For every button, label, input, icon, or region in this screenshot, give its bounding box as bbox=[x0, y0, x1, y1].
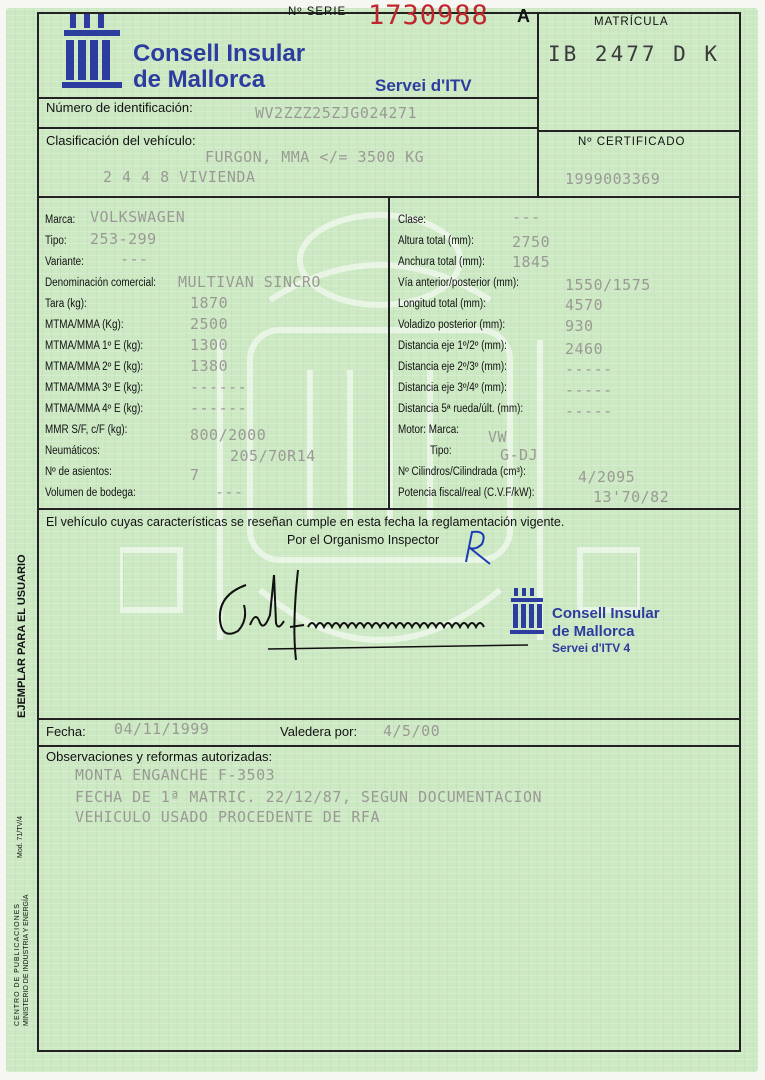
field-label: Neumáticos: bbox=[45, 445, 100, 457]
field-label: MTMA/MMA 1º E (kg): bbox=[45, 340, 144, 352]
field-label: Tipo: bbox=[430, 445, 452, 457]
field-value: 1550/1575 bbox=[565, 276, 651, 294]
matricula-value: IB 2477 D K bbox=[548, 42, 721, 66]
field-value: 4/2095 bbox=[578, 468, 636, 486]
valedera-label: Valedera por: bbox=[280, 724, 358, 739]
fecha-value: 04/11/1999 bbox=[114, 720, 210, 738]
field-value: --- bbox=[215, 483, 244, 501]
inspector-label: Por el Organismo Inspector bbox=[287, 533, 440, 547]
observaciones-label: Observaciones y reformas autorizadas: bbox=[46, 749, 273, 764]
field-value: 7 bbox=[190, 466, 200, 484]
clasificacion-label: Clasificación del vehículo: bbox=[46, 133, 196, 148]
field-value: VOLKSWAGEN bbox=[90, 208, 186, 226]
org-name-line1: Consell Insular bbox=[133, 40, 306, 67]
stamp-line1: Consell Insular bbox=[552, 605, 660, 622]
field-label: Altura total (mm): bbox=[398, 235, 474, 247]
field-value: 930 bbox=[565, 317, 594, 335]
ministerio-text: MINISTERIO DE INDUSTRIA Y ENERGÍA bbox=[23, 894, 30, 1026]
field-label: MTMA/MMA 2º E (kg): bbox=[45, 361, 144, 373]
field-label: Distancia 5ª rueda/últ. (mm): bbox=[398, 403, 524, 415]
stamp-line3: Servei d'ITV 4 bbox=[552, 641, 631, 655]
field-value: --- bbox=[120, 250, 149, 268]
signature-icon bbox=[208, 565, 538, 675]
field-label: Volumen de bodega: bbox=[45, 487, 136, 499]
identificacion-value: WV2ZZZ25ZJG024271 bbox=[255, 104, 418, 122]
field-label: Nº de asientos: bbox=[45, 466, 112, 478]
field-value: 2460 bbox=[565, 340, 604, 358]
certificado-value: 1999003369 bbox=[565, 170, 661, 188]
compliance-statement: El vehículo cuyas características se reseñan cumple en esta fecha la reglamentación vigente. bbox=[46, 515, 565, 529]
serie-label: Nº SERIE bbox=[288, 6, 347, 18]
field-label: Motor: Marca: bbox=[398, 424, 460, 436]
ejemplar-text: EJEMPLAR PARA EL USUARIO bbox=[16, 554, 28, 718]
field-value: 253-299 bbox=[90, 230, 157, 248]
field-label: MTMA/MMA 4º E (kg): bbox=[45, 403, 144, 415]
field-value: G-DJ bbox=[500, 446, 539, 464]
field-label: Potencia fiscal/real (C.V.F/kW): bbox=[398, 487, 535, 499]
field-label: Voladizo posterior (mm): bbox=[398, 319, 506, 331]
field-value: 1300 bbox=[190, 336, 229, 354]
field-label: Clase: bbox=[398, 214, 427, 226]
clasificacion-line2: 2 4 4 8 VIVIENDA bbox=[103, 168, 256, 186]
clasificacion-line1: FURGON, MMA </= 3500 KG bbox=[205, 148, 425, 166]
field-value: 800/2000 bbox=[190, 426, 267, 444]
field-label: Distancia eje 2º/3º (mm): bbox=[398, 361, 507, 373]
field-value: VW bbox=[488, 428, 508, 446]
field-label: Tipo: bbox=[45, 235, 67, 247]
field-value: 205/70R14 bbox=[230, 447, 316, 465]
field-value: 13'70/82 bbox=[593, 488, 670, 506]
stamp-line2: de Mallorca bbox=[552, 623, 635, 640]
valedera-value: 4/5/00 bbox=[383, 722, 441, 740]
serie-suffix: A bbox=[517, 6, 530, 26]
field-value: ----- bbox=[565, 402, 613, 420]
field-label: Distancia eje 3º/4º (mm): bbox=[398, 382, 507, 394]
field-label: Distancia eje 1º/2º (mm): bbox=[398, 340, 507, 352]
inspector-initial-mark-icon bbox=[460, 528, 500, 568]
field-label: MMR S/F, c/F (kg): bbox=[45, 424, 128, 436]
field-value: ----- bbox=[565, 360, 613, 378]
stamp-logo-icon bbox=[510, 588, 546, 634]
matricula-label: MATRÍCULA bbox=[594, 16, 669, 28]
field-value: ------ bbox=[190, 399, 248, 417]
field-value: MULTIVAN SINCRO bbox=[178, 273, 321, 291]
service-name: Servei d'ITV bbox=[375, 76, 472, 95]
field-label: Anchura total (mm): bbox=[398, 256, 485, 268]
field-label: Nº Cilindros/Cilindrada (cm³): bbox=[398, 466, 526, 478]
field-value: 1845 bbox=[512, 253, 551, 271]
field-value: --- bbox=[512, 208, 541, 226]
field-label: Marca: bbox=[45, 214, 76, 226]
field-value: 1870 bbox=[190, 294, 229, 312]
field-value: 1380 bbox=[190, 357, 229, 375]
field-value: ------ bbox=[190, 378, 248, 396]
field-label: MTMA/MMA (Kg): bbox=[45, 319, 124, 331]
centro-text: CENTRO DE PUBLICACIONES bbox=[14, 903, 21, 1026]
field-label: Tara (kg): bbox=[45, 298, 87, 310]
consell-insular-logo-icon bbox=[62, 14, 126, 90]
org-name-line2: de Mallorca bbox=[133, 66, 266, 93]
serie-number: 1730988 bbox=[368, 0, 489, 31]
certificado-label: Nº CERTIFICADO bbox=[578, 136, 686, 148]
field-label: Longitud total (mm): bbox=[398, 298, 486, 310]
observacion-line: MONTA ENGANCHE F-3503 bbox=[75, 766, 276, 784]
field-label: MTMA/MMA 3º E (kg): bbox=[45, 382, 144, 394]
fecha-label: Fecha: bbox=[46, 724, 86, 739]
field-value: 2750 bbox=[512, 233, 551, 251]
field-value: ----- bbox=[565, 381, 613, 399]
identificacion-label: Número de identificación: bbox=[46, 100, 193, 115]
field-value: 4570 bbox=[565, 296, 604, 314]
field-label: Variante: bbox=[45, 256, 84, 268]
observacion-line: VEHICULO USADO PROCEDENTE DE RFA bbox=[75, 808, 380, 826]
field-label: Vía anterior/posterior (mm): bbox=[398, 277, 519, 289]
field-label: Denominación comercial: bbox=[45, 277, 157, 289]
observacion-line: FECHA DE 1ª MATRIC. 22/12/87, SEGUN DOCUMENTACION bbox=[75, 788, 543, 806]
field-value: 2500 bbox=[190, 315, 229, 333]
mod-text: Mod. 71/TV/4 bbox=[17, 815, 24, 858]
